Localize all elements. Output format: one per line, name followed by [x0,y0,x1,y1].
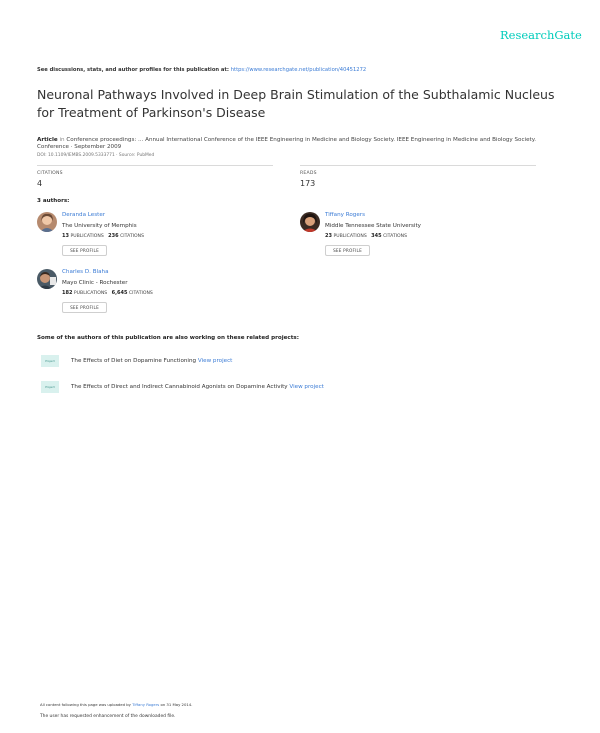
author-affiliation: The University of Memphis [62,223,137,229]
see-profile-button[interactable]: SEE PROFILE [325,245,370,256]
upload-prefix: All content following this page was uploaded by [40,702,131,707]
citations-label: CITATIONS [37,171,63,176]
citations-count: 236 [108,233,119,239]
reads-value: 173 [300,179,316,188]
see-profile-button[interactable]: SEE PROFILE [62,302,107,313]
publication-url-link[interactable]: https://www.researchgate.net/publication/40451272 [230,67,367,73]
project-item [71,358,232,364]
publication-meta [37,137,567,150]
publications-count: 23 [325,233,332,239]
publications-label: PUBLICATIONS [333,234,367,239]
citations-label: CITATIONS [383,234,407,239]
view-project-link[interactable]: View project [197,358,233,364]
citations-count: 345 [371,233,382,239]
see-profile-button[interactable]: SEE PROFILE [62,245,107,256]
project-title: The Effects of Diet on Dopamine Functioning [71,358,197,364]
publication-doi: DOI: 10.1109/IEMBS.2009.5333771 · Source: PubMed [37,153,155,158]
publications-count: 182 [62,290,73,296]
publications-count: 13 [62,233,69,239]
publications-label: PUBLICATIONS [73,291,108,296]
author-name-tiffany-rogers[interactable]: Tiffany Rogers [325,212,365,218]
publication-type: Article [37,137,58,143]
project-icon: Project [41,355,59,367]
venue-in-label: in [59,137,65,143]
citations-divider [37,165,273,166]
author-stats [62,233,144,239]
citations-label: CITATIONS [120,234,144,239]
discussion-text: See discussions, stats, and author profiles for this publication at: [37,67,229,73]
publication-title: Neuronal Pathways Involved in Deep Brain Stimulation of the Subthalamic Nucleus for Treatment of Parkinson's Disease [37,87,555,120]
citations-label: CITATIONS [128,291,153,296]
reads-label: READS [300,171,317,176]
upload-date: on 31 May 2014. [160,702,193,707]
author-photo-icon [300,212,320,232]
uploader-link[interactable]: Tiffany Rogers [132,702,160,707]
publications-label: PUBLICATIONS [70,234,104,239]
authors-heading: 3 authors: [37,198,70,204]
avatar[interactable] [37,269,57,289]
author-photo-icon [37,269,57,289]
author-name-deranda-lester[interactable]: Deranda Lester [62,212,106,218]
author-affiliation: Mayo Clinic - Rochester [62,280,128,286]
author-stats [325,233,407,239]
reads-divider [300,165,536,166]
view-project-link[interactable]: View project [289,384,324,390]
related-projects-heading: Some of the authors of this publication are also working on these related projects: [37,335,299,341]
researchgate-logo[interactable]: ResearchGate [500,28,582,42]
citations-value: 4 [37,179,43,188]
author-affiliation: Middle Tennessee State University [325,223,421,229]
citations-count: 6,645 [111,290,128,296]
discussion-line [37,67,366,73]
publication-venue: Conference proceedings: ... Annual International Conference of the IEEE Engineering in Medicine and Biology Society. IEEE Engineering in Medicine and Biology Society. Conference · September 2009 [37,137,537,150]
author-name-charles-blaha[interactable]: Charles D. Blaha [62,269,109,275]
avatar[interactable] [300,212,320,232]
project-icon: Project [41,381,59,393]
project-title: The Effects of Direct and Indirect Cannabinoid Agonists on Dopamine Activity [71,384,288,390]
upload-note [40,702,192,707]
enhancement-note: The user has requested enhancement of the downloaded file. [40,714,176,719]
avatar[interactable] [37,212,57,232]
project-item [71,384,324,390]
author-photo-icon [37,212,57,232]
author-stats [62,290,153,296]
